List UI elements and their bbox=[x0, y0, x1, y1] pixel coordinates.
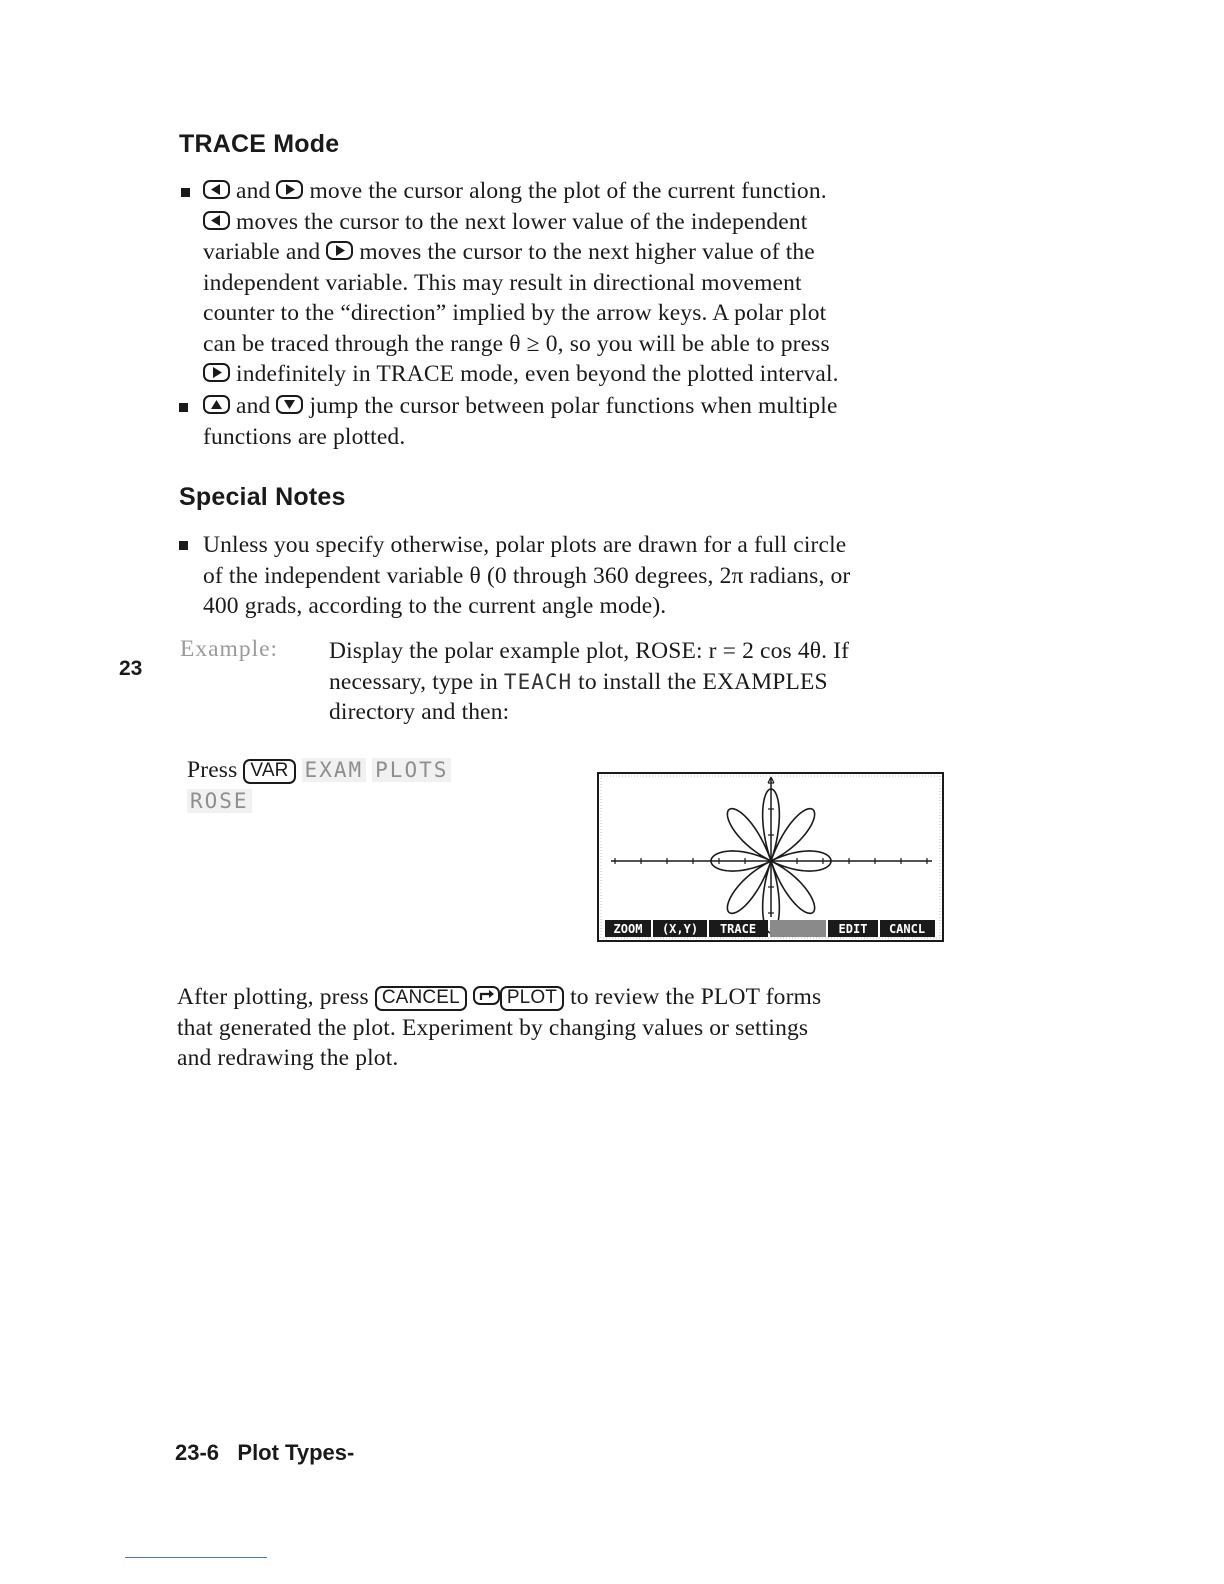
text: jump the cursor between polar functions when multiple bbox=[309, 393, 838, 419]
text: Display the polar example plot, ROSE: r = 2 cos 4θ. If bbox=[329, 638, 850, 664]
left-arrow-key-icon bbox=[203, 211, 230, 230]
footer-rule bbox=[125, 1557, 267, 1558]
section-heading-special-notes: Special Notes bbox=[179, 483, 346, 511]
trace-bullet-2 bbox=[203, 391, 838, 452]
up-arrow-key-icon bbox=[203, 395, 230, 414]
section-heading-trace-mode: TRACE Mode bbox=[179, 130, 340, 158]
var-key: VAR bbox=[243, 759, 295, 784]
text: and bbox=[236, 178, 271, 204]
rose-plot-svg bbox=[599, 774, 942, 940]
left-arrow-key-icon bbox=[203, 180, 230, 199]
text: of the independent variable θ (0 through 360 degrees, 2π radians, or bbox=[203, 562, 851, 589]
menu-key-rose: ROSE bbox=[187, 789, 252, 813]
text: 400 grads, according to the current angle mode). bbox=[203, 593, 667, 619]
menu-key-zoom[interactable]: ZOOM bbox=[613, 922, 643, 936]
text: moves the cursor to the next higher value of the bbox=[359, 239, 815, 265]
text: After plotting, press bbox=[177, 984, 369, 1010]
after-plotting-text bbox=[177, 982, 821, 1074]
right-arrow-key-icon bbox=[203, 363, 230, 382]
trace-bullet-1 bbox=[203, 176, 839, 390]
text: Unless you specify otherwise, polar plots are drawn for a full circle bbox=[203, 532, 847, 558]
text: to install the EXAMPLES bbox=[578, 668, 828, 695]
text: Press bbox=[187, 757, 238, 783]
menu-key-trace[interactable]: TRACE bbox=[719, 922, 757, 936]
notes-bullet-1 bbox=[203, 530, 850, 622]
right-shift-key-icon bbox=[473, 986, 500, 1005]
text: directory and then: bbox=[329, 699, 510, 725]
menu-key-plots: PLOTS bbox=[372, 758, 451, 782]
bullet-marker bbox=[179, 403, 188, 412]
bullet-marker bbox=[181, 188, 190, 197]
down-arrow-key-icon bbox=[276, 395, 303, 414]
menu-key-exam: EXAM bbox=[302, 758, 367, 782]
text: to review the PLOT forms bbox=[570, 984, 822, 1010]
text: counter to the “direction” implied by the arrow keys. A polar plot bbox=[203, 300, 827, 326]
right-arrow-key-icon bbox=[276, 180, 303, 199]
menu-key-xy[interactable]: (X,Y) bbox=[661, 922, 699, 936]
calculator-screen bbox=[597, 772, 944, 942]
page-footer bbox=[175, 1440, 354, 1466]
text: move the cursor along the plot of the current function. bbox=[309, 178, 827, 204]
menu-key-edit[interactable]: EDIT bbox=[838, 922, 868, 936]
text: can be traced through the range θ ≥ 0, so you will be able to press bbox=[203, 330, 830, 357]
example-text bbox=[329, 636, 849, 728]
chapter-tab: 23 bbox=[119, 657, 143, 680]
keystroke-sequence bbox=[187, 755, 451, 816]
menu-key-cancl[interactable]: CANCL bbox=[888, 922, 926, 936]
bullet-marker bbox=[179, 541, 188, 550]
text: necessary, type in bbox=[329, 668, 498, 695]
text: moves the cursor to the next lower value of the independent bbox=[236, 208, 808, 235]
text: functions are plotted. bbox=[203, 423, 406, 450]
page-number: 23-6 bbox=[175, 1440, 220, 1465]
text: and redrawing the plot. bbox=[177, 1045, 399, 1071]
text: variable and bbox=[203, 239, 321, 265]
example-label: Example: bbox=[180, 636, 279, 662]
footer-title: Plot Types- bbox=[237, 1440, 355, 1465]
cancel-key: CANCEL bbox=[375, 986, 467, 1011]
text: and bbox=[236, 393, 271, 419]
plot-key: PLOT bbox=[500, 986, 564, 1011]
text: indefinitely in TRACE mode, even beyond the plotted interval. bbox=[236, 361, 839, 387]
menu-bar bbox=[605, 920, 935, 937]
text: independent variable. This may result in directional movement bbox=[203, 269, 802, 296]
polar-plot bbox=[611, 777, 932, 933]
right-arrow-key-icon bbox=[326, 241, 353, 260]
text: that generated the plot. Experiment by changing values or settings bbox=[177, 1014, 809, 1041]
lcd-text-teach: TEACH bbox=[503, 669, 573, 694]
